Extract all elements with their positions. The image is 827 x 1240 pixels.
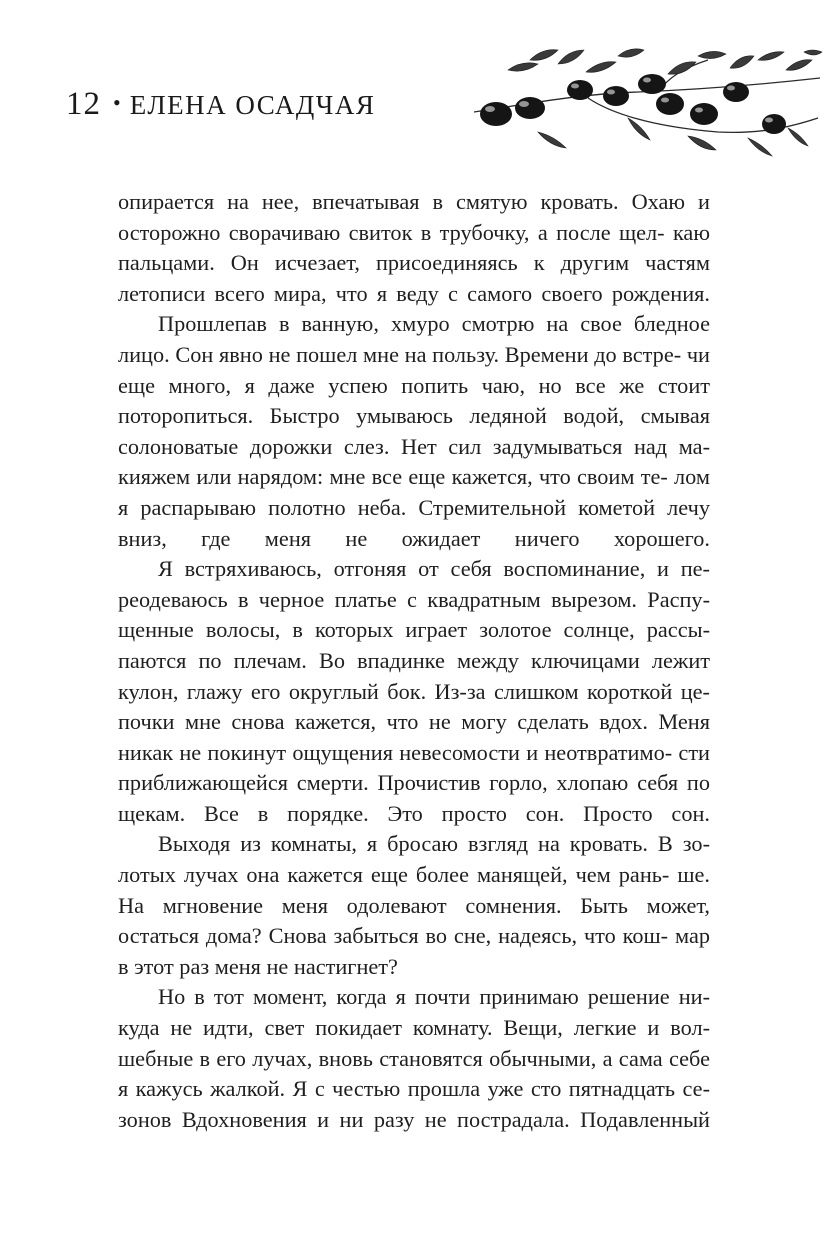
olive-branch-icon	[468, 48, 827, 158]
text-line: лотых лучах она кажется еще более манящей, чем рань-	[118, 862, 670, 888]
text-line: летописи всего мира, что я веду с самого своего рождения.	[118, 280, 710, 306]
author-name: ЕЛЕНА ОСАДЧАЯ	[129, 90, 376, 120]
running-head	[66, 86, 375, 123]
text-line: чи еще много, я даже успею попить чаю, но все же стоит	[118, 341, 710, 398]
text-line: каю пальцами. Он исчезает, присоединяясь к другим частям	[118, 219, 710, 276]
text-line: Я встряхиваюсь, отгоняя от себя воспоминание, и пе-	[158, 556, 710, 582]
text-line: и осторожно сворачиваю свиток в трубочку, а после щел-	[118, 189, 710, 245]
text-line: зонов Вдохновения и ни разу не пострадала. Подавленный	[118, 1106, 710, 1132]
text-line: щенные волосы, в которых играет золотое солнце, рассы-	[118, 617, 710, 643]
paragraph	[118, 187, 710, 309]
text-line: никак не покинут ощущения невесомости и неотвратимо-	[118, 739, 673, 765]
text-line: лицо. Сон явно не пошел мне на пользу. Времени до встре-	[118, 341, 682, 367]
paragraph	[118, 829, 710, 982]
text-line: кулон, глажу его округлый бок. Из-за слишком короткой це-	[118, 678, 710, 704]
text-line: остаться дома? Снова забыться во сне, надеясь, что кош-	[118, 923, 669, 949]
text-line: лом я распарываю полотно неба. Стремительной кометой	[118, 464, 710, 520]
text-line: почки мне снова кажется, что не могу сделать вдох. Меня	[118, 709, 710, 735]
text-line: Прошлепав в ванную, хмуро смотрю на свое бледное	[158, 311, 710, 337]
text-line: лечу вниз, где меня не ожидает ничего хорошего.	[118, 494, 710, 551]
text-line: себя по щекам. Все в порядке. Это просто сон. Просто сон.	[118, 770, 711, 826]
text-line: реодеваюсь в черное платье с квадратным вырезом. Распу-	[118, 586, 710, 612]
text-line: сти приближающейся смерти. Прочистив горло, хлопаю	[118, 739, 710, 796]
paragraph	[118, 309, 710, 554]
text-line: солоноватые дорожки слез. Нет сил задумываться над ма-	[118, 433, 710, 459]
body-text	[118, 187, 710, 1135]
text-line: опирается на нее, впечатывая в смятую кровать. Охаю	[118, 189, 686, 214]
text-line: паются по плечам. Во впадинке между ключицами лежит	[118, 647, 710, 673]
page-number: 12	[66, 86, 101, 122]
text-line: Но в тот момент, когда я почти принимаю решение ни-	[158, 984, 710, 1010]
paragraph	[118, 554, 710, 829]
head-bullet: •	[113, 90, 121, 115]
text-line: кияжем или нарядом: мне все еще кажется, что своим те-	[118, 464, 668, 490]
text-line: куда не идти, свет покидает комнату. Вещи, легкие и вол-	[118, 1015, 710, 1041]
text-line: я кажусь жалкой. Я с честью прошла уже сто пятнадцать се-	[118, 1076, 710, 1102]
text-line: Выходя из комнаты, я бросаю взгляд на кровать. В зо-	[158, 831, 710, 857]
text-line: поторопиться. Быстро умываюсь ледяной водой, смывая	[118, 403, 710, 429]
text-line: шебные в его лучах, вновь становятся обычными, а сама себе	[118, 1045, 710, 1071]
text-line: ше. На мгновение меня одолевают сомнения. Быть может,	[118, 862, 710, 918]
paragraph	[118, 982, 710, 1135]
text-line: мар в этот раз меня не настигнет?	[118, 923, 710, 979]
